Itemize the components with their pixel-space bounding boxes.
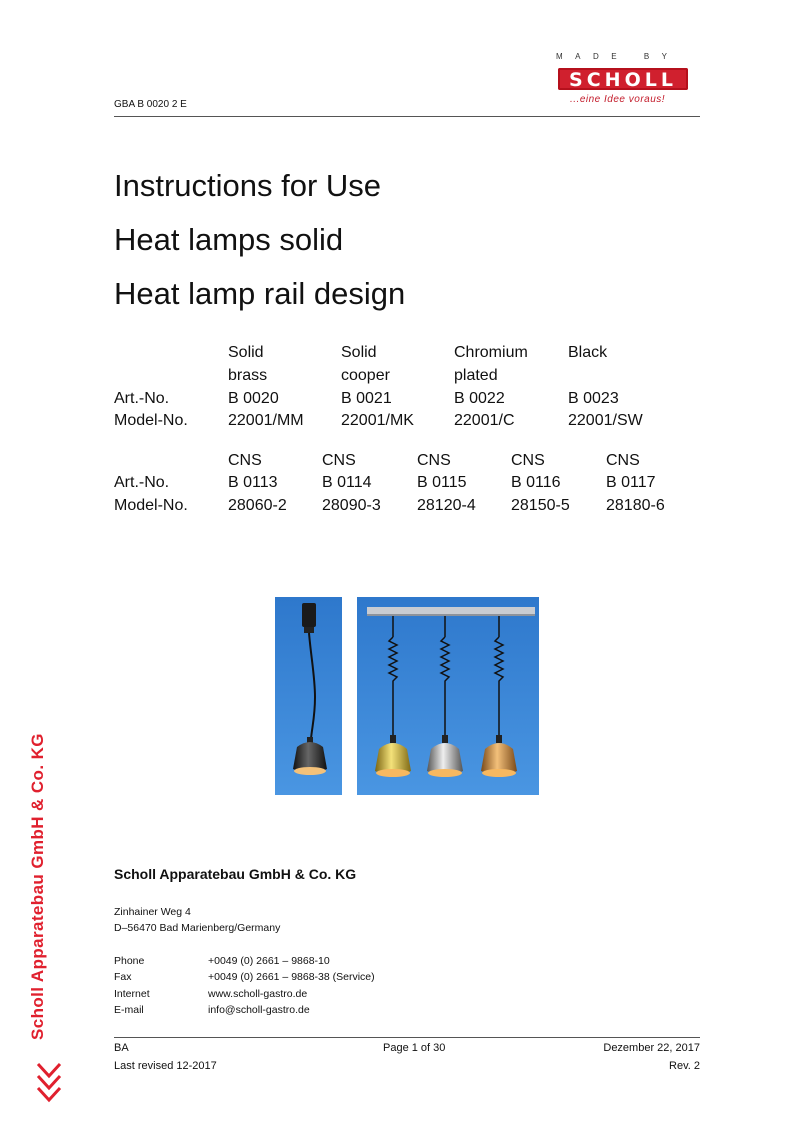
footer-last-revised: Last revised 12-2017	[114, 1060, 217, 1072]
black-heat-lamp-icon	[275, 597, 342, 795]
table2-col3-model: 28120-4	[417, 497, 476, 514]
single-lamp-photo	[275, 597, 342, 795]
table1-col1-art: B 0020	[228, 390, 279, 407]
table1-col3-line2: plated	[454, 367, 498, 384]
table2-col1-model: 28060-2	[228, 497, 287, 514]
footer-revision: Rev. 2	[669, 1060, 700, 1072]
double-chevron-down-icon	[34, 1060, 64, 1106]
logo-slogan: ...eine Idee voraus!	[570, 94, 666, 105]
table2-col5-art: B 0117	[606, 474, 656, 491]
fax-value: +0049 (0) 2661 – 9868-38 (Service)	[208, 971, 375, 983]
side-company-name: Scholl Apparatebau GmbH & Co. KG	[28, 733, 47, 1040]
table2-col5-model: 28180-6	[606, 497, 665, 514]
table2-col2-type: CNS	[322, 452, 356, 469]
footer-doc-type: BA	[114, 1042, 129, 1054]
logo-box	[558, 68, 688, 90]
table2-col3-type: CNS	[417, 452, 451, 469]
company-name: Scholl Apparatebau GmbH & Co. KG	[114, 866, 357, 882]
email-label: E-mail	[114, 1004, 144, 1016]
table1-col1-line2: brass	[228, 367, 268, 384]
table1-col4-model: 22001/SW	[568, 412, 643, 429]
document-code: GBA B 0020 2 E	[114, 99, 187, 110]
fax-label: Fax	[114, 971, 132, 983]
table2-col4-model: 28150-5	[511, 497, 570, 514]
internet-label: Internet	[114, 988, 150, 1000]
table1-col2-line2: cooper	[341, 367, 390, 384]
internet-link[interactable]: www.scholl-gastro.de	[208, 988, 308, 1000]
logo-made-by: MADE BY	[556, 52, 680, 61]
table1-col3-model: 22001/C	[454, 412, 515, 429]
rail-lamps-photo	[357, 597, 539, 795]
company-city: D–56470 Bad Marienberg/Germany	[114, 922, 281, 934]
table2-col2-model: 28090-3	[322, 497, 381, 514]
table2-col4-type: CNS	[511, 452, 545, 469]
model-no-label: Model-No.	[114, 412, 188, 429]
table2-col4-art: B 0116	[511, 474, 561, 491]
title-line-2: Heat lamps solid	[114, 222, 344, 257]
table2-col2-art: B 0114	[322, 474, 372, 491]
table1-col1-line1: Solid	[228, 344, 264, 361]
footer-page-number: Page 1 of 30	[383, 1042, 446, 1054]
table1-col1-model: 22001/MM	[228, 412, 304, 429]
table1-col3-line1: Chromium	[454, 344, 528, 361]
rail-heat-lamps-icon	[357, 597, 539, 795]
table1-col2-art: B 0021	[341, 390, 392, 407]
table1-col3-art: B 0022	[454, 390, 505, 407]
logo-name: SCHOLL	[569, 69, 677, 91]
title-line-1: Instructions for Use	[114, 168, 382, 203]
footer-date: Dezember 22, 2017	[603, 1042, 700, 1054]
table2-col5-type: CNS	[606, 452, 640, 469]
phone-value: +0049 (0) 2661 – 9868-10	[208, 955, 330, 967]
footer-divider	[114, 1037, 700, 1038]
table1-col2-line1: Solid	[341, 344, 377, 361]
header-divider	[114, 116, 700, 117]
table2-col1-art: B 0113	[228, 474, 278, 491]
phone-label: Phone	[114, 955, 145, 967]
scholl-logo	[548, 52, 700, 114]
table1-col4-art: B 0023	[568, 390, 619, 407]
email-link[interactable]: info@scholl-gastro.de	[208, 1004, 310, 1016]
title-line-3: Heat lamp rail design	[114, 276, 406, 311]
table2-col1-type: CNS	[228, 452, 262, 469]
table1-col2-model: 22001/MK	[341, 412, 414, 429]
model-no-label-2: Model-No.	[114, 497, 188, 514]
art-no-label-2: Art.-No.	[114, 474, 170, 491]
art-no-label: Art.-No.	[114, 390, 170, 407]
table1-col4-line1: Black	[568, 344, 608, 361]
company-street: Zinhainer Weg 4	[114, 906, 191, 918]
table2-col3-art: B 0115	[417, 474, 467, 491]
